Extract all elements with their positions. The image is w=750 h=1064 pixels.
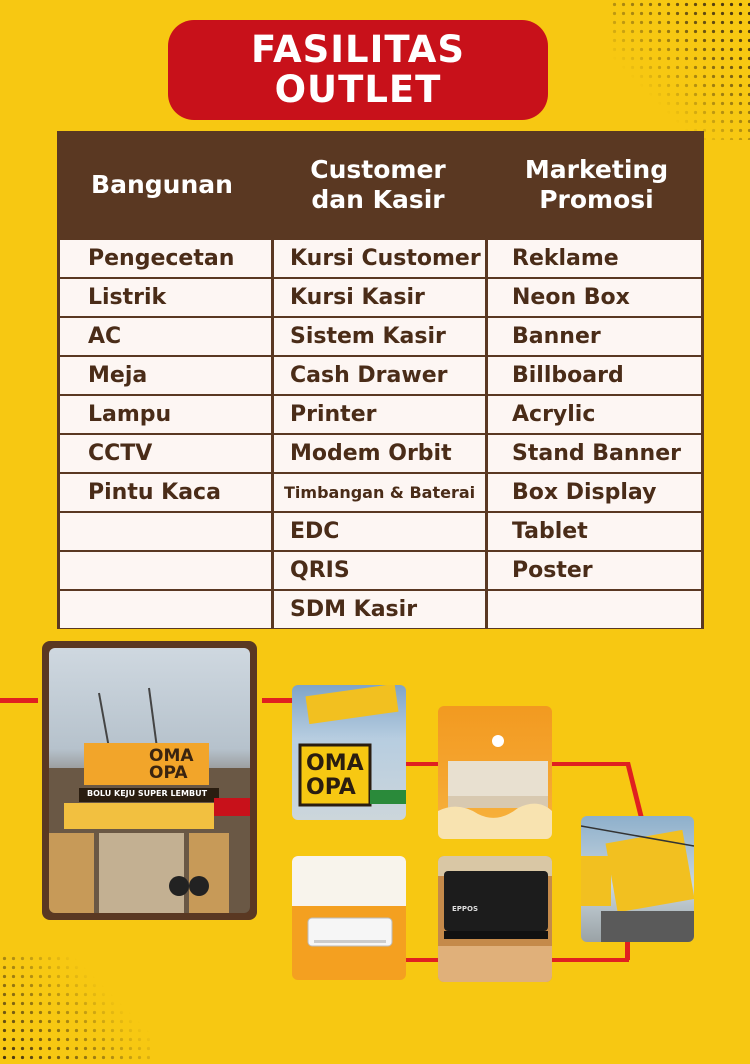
table-cell: Billboard <box>488 357 701 394</box>
table-cell: Cash Drawer <box>274 357 485 394</box>
storefront-tagline: BOLU KEJU SUPER LEMBUT <box>87 789 208 798</box>
table-cell: Pengecetan <box>60 240 271 277</box>
connector-line <box>0 698 38 703</box>
sign-brand-top: OMA <box>306 751 364 776</box>
storefront-brand-bottom: OPA <box>149 763 188 783</box>
table-cell: Lampu <box>60 396 271 433</box>
table-cell: Meja <box>60 357 271 394</box>
table-cell: Poster <box>488 552 701 589</box>
air-conditioner-photo <box>292 856 406 980</box>
halftone-decoration-bottom-left <box>0 954 150 1064</box>
connector-line <box>551 762 629 766</box>
table-cell: Modem Orbit <box>274 435 485 472</box>
table-cell: Stand Banner <box>488 435 701 472</box>
billboard-illustration <box>581 816 694 942</box>
connector-line <box>262 698 292 703</box>
connector-line <box>405 958 441 962</box>
table-cell: Sistem Kasir <box>274 318 485 355</box>
header-marketing <box>489 131 704 239</box>
counter-illustration <box>438 706 552 839</box>
table-cell: Pintu Kaca <box>60 474 271 511</box>
cash-drawer-illustration <box>438 856 552 982</box>
table-cell: CCTV <box>60 435 271 472</box>
drawer-brand: EPPOS <box>452 905 479 913</box>
connector-line <box>551 958 629 962</box>
neon-sign-photo <box>292 685 406 820</box>
table-cell: QRIS <box>274 552 485 589</box>
ac-illustration <box>292 856 406 980</box>
table-cell <box>60 591 271 628</box>
table-cell <box>60 513 271 550</box>
storefront-photo-frame <box>42 641 257 920</box>
table-header <box>57 131 704 239</box>
table-cell: AC <box>60 318 271 355</box>
title-line-1: FASILITAS <box>250 28 466 71</box>
table-cell: SDM Kasir <box>274 591 485 628</box>
page-title <box>168 20 548 120</box>
header-bangunan: Bangunan <box>91 170 233 199</box>
facilities-table <box>57 131 704 629</box>
header-customer-kasir <box>271 131 485 239</box>
table-cell <box>488 591 701 628</box>
table-cell: Listrik <box>60 279 271 316</box>
table-cell <box>60 552 271 589</box>
billboard-photo <box>581 816 694 942</box>
connector-line <box>625 762 643 816</box>
table-cell: Acrylic <box>488 396 701 433</box>
table-cell: Printer <box>274 396 485 433</box>
table-cell: Reklame <box>488 240 701 277</box>
connector-line <box>625 942 630 960</box>
title-line-2: OUTLET <box>274 68 442 111</box>
table-cell: Neon Box <box>488 279 701 316</box>
table-cell: Banner <box>488 318 701 355</box>
table-cell: Kursi Kasir <box>274 279 485 316</box>
table-cell: Timbangan & Baterai <box>274 474 485 511</box>
header-customer-kasir-text: Customer dan Kasir <box>310 155 446 214</box>
table-cell: Box Display <box>488 474 701 511</box>
table-cell: Tablet <box>488 513 701 550</box>
table-cell: EDC <box>274 513 485 550</box>
table-cell: Kursi Customer <box>274 240 485 277</box>
sign-brand-bottom: OPA <box>306 775 356 800</box>
connector-line <box>405 762 441 766</box>
halftone-decoration-top-right <box>610 0 750 140</box>
storefront-brand-top: OMA <box>149 746 194 766</box>
interior-counter-photo <box>438 706 552 839</box>
storefront-photo <box>49 648 250 913</box>
cash-drawer-photo <box>438 856 552 982</box>
header-marketing-text: Marketing Promosi <box>524 155 669 214</box>
